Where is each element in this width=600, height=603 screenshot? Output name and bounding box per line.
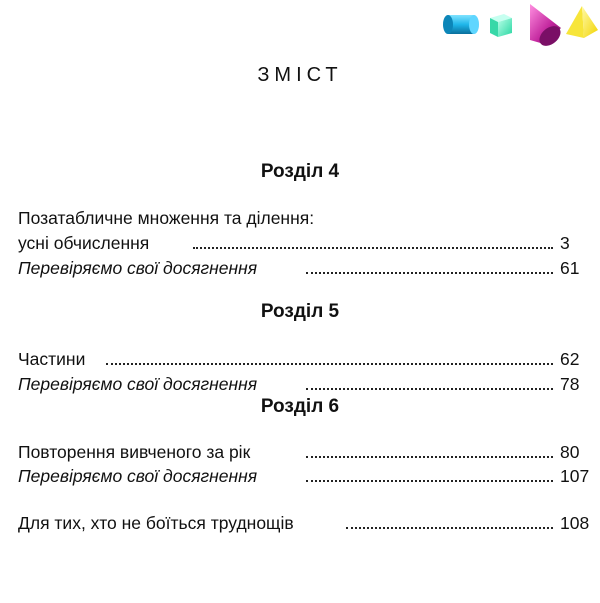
- entry-text: Повторення вивченого за рік: [18, 442, 251, 462]
- dot-leader: [106, 363, 553, 365]
- cone-icon: [530, 4, 564, 48]
- toc-entry[interactable]: [18, 511, 598, 535]
- toc-entry[interactable]: [18, 440, 598, 464]
- entry-text: Перевіряємо свої досягнення: [18, 466, 258, 486]
- dot-leader: [346, 527, 553, 529]
- entry-text: Для тих, хто не боїться труднощів: [18, 513, 294, 533]
- cube-icon: [490, 14, 512, 37]
- toc-entry[interactable]: [18, 347, 598, 371]
- pyramid-icon: [566, 6, 598, 38]
- page-number: 3: [560, 233, 570, 253]
- page-number: 61: [560, 258, 580, 278]
- page-number: 62: [560, 349, 580, 369]
- entry-text: Перевіряємо свої досягнення: [18, 258, 258, 278]
- toc-entry[interactable]: [18, 372, 598, 396]
- decorative-shapes: [438, 0, 600, 48]
- entry-text: Частини: [18, 349, 86, 369]
- page-number: 78: [560, 374, 580, 394]
- section-heading-4: Розділ 4: [260, 161, 340, 182]
- dot-leader: [306, 456, 553, 458]
- toc-entry[interactable]: [18, 464, 598, 488]
- dot-leader: [193, 247, 553, 249]
- dot-leader: [306, 480, 553, 482]
- dot-leader: [306, 272, 553, 274]
- page-number: 107: [560, 466, 590, 486]
- section-heading-6: Розділ 6: [260, 396, 340, 417]
- entry-text: усні обчислення: [18, 233, 150, 253]
- entry-text: Перевіряємо свої досягнення: [18, 374, 258, 394]
- toc-entry[interactable]: [18, 231, 598, 255]
- toc-entry-title-line: [18, 206, 598, 230]
- cylinder-icon: [443, 15, 479, 34]
- page-number: 108: [560, 513, 590, 533]
- dot-leader: [306, 388, 553, 390]
- toc-entry[interactable]: [18, 256, 598, 280]
- page-number: 80: [560, 442, 580, 462]
- section-heading-5: Розділ 5: [260, 301, 340, 322]
- page-title: ЗМІСТ: [257, 64, 343, 86]
- entry-text: Позатабличне множення та ділення:: [18, 208, 315, 228]
